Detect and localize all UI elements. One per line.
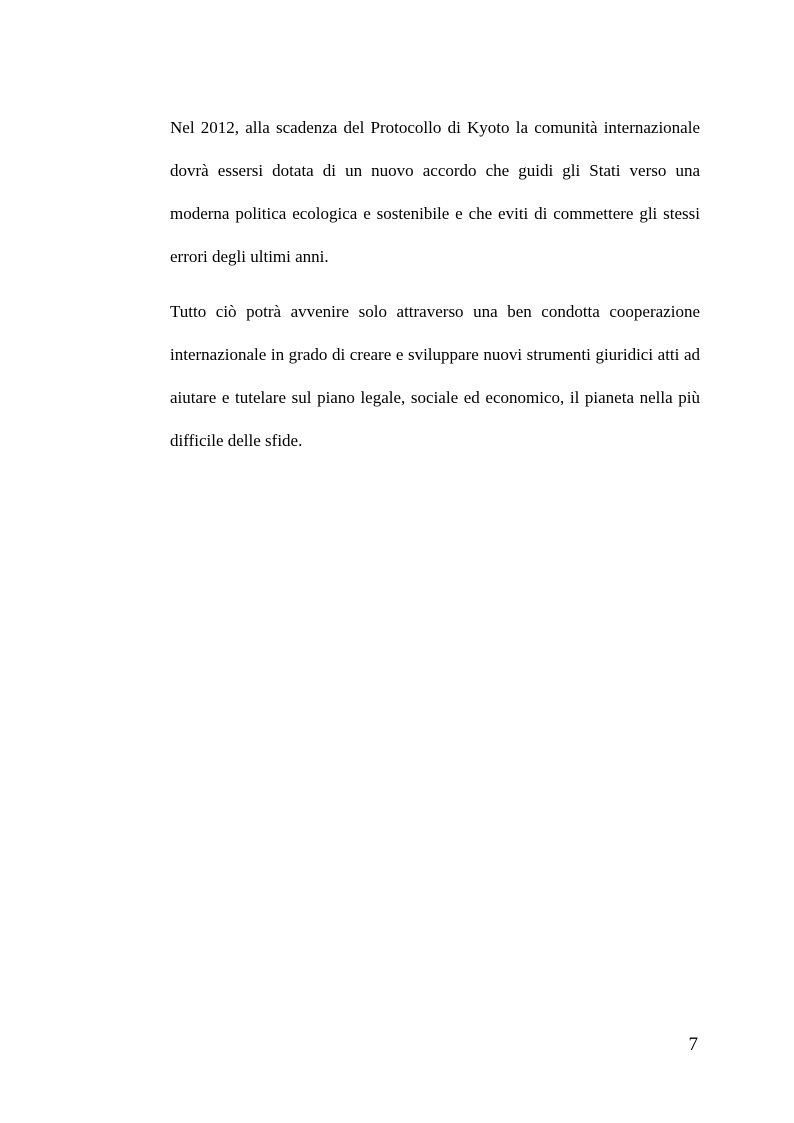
page-number: 7 [688, 1034, 698, 1055]
paragraph-kyoto-2012: Nel 2012, alla scadenza del Protocollo di Kyoto la comunità internazionale dovrà essersi dotata di un nuovo accordo che guidi gli Stati verso una moderna politica ecologica e sostenibile e che eviti di commettere gli stessi errori degli ultimi anni. [170, 118, 700, 266]
paragraph-international-cooperation: Tutto ciò potrà avvenire solo attraverso una ben condotta cooperazione internazionale in grado di creare e sviluppare nuovi strumenti giuridici atti ad aiutare e tutelare sul piano legale, sociale ed economico, il pianeta nella più difficile delle sfide. [170, 302, 700, 450]
body-text [170, 106, 700, 474]
